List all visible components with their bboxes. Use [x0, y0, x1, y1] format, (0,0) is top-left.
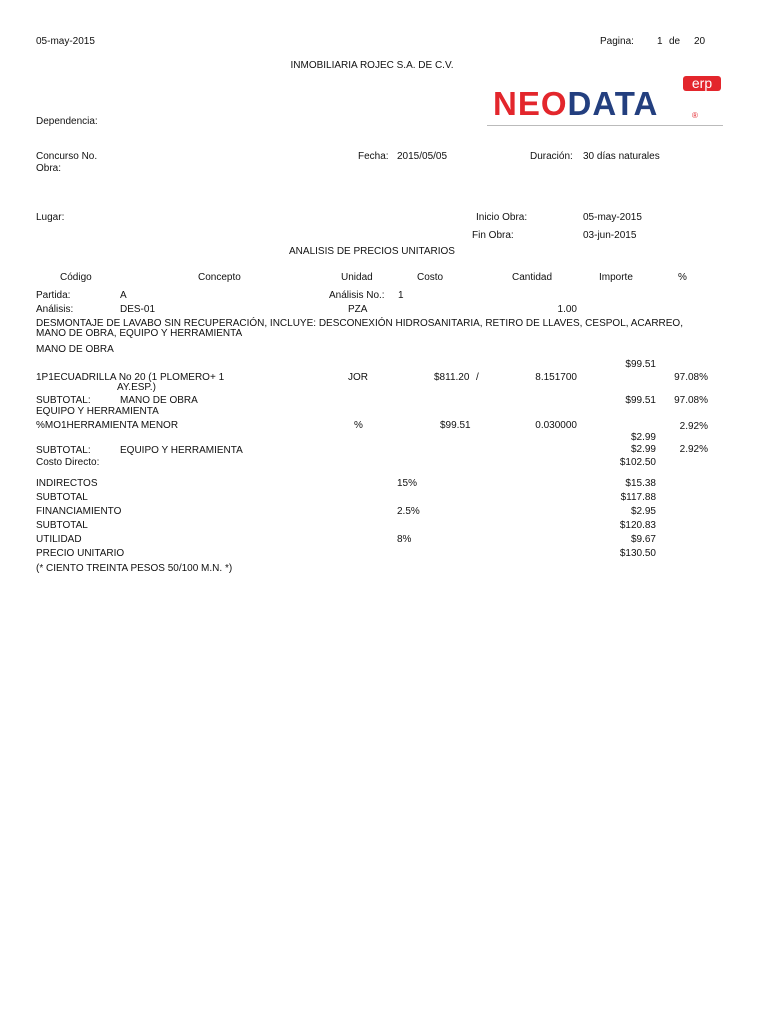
inicio-value: 05-may-2015	[583, 212, 642, 223]
dependencia-label: Dependencia:	[36, 116, 98, 127]
fin-label: Fin Obra:	[472, 230, 514, 241]
neodata-logo	[487, 75, 727, 127]
col-pct: %	[678, 272, 687, 283]
report-title: ANALISIS DE PRECIOS UNITARIOS	[289, 246, 455, 257]
subtotal2-label: SUBTOTAL	[36, 520, 88, 531]
indirectos-label: INDIRECTOS	[36, 478, 98, 489]
logo-divider	[487, 125, 723, 126]
precio-en-letra: (* CIENTO TREINTA PESOS 50/100 M.N. *)	[36, 563, 233, 574]
col-concepto: Concepto	[198, 272, 241, 283]
col-codigo: Código	[60, 272, 92, 283]
col-costo: Costo	[417, 272, 444, 283]
analisis-cantidad: 1.00	[557, 304, 577, 315]
duracion-label: Duración:	[530, 151, 573, 162]
fecha-label: Fecha:	[358, 151, 389, 162]
precio-unitario-label: PRECIO UNITARIO	[36, 548, 125, 559]
partida-label: Partida:	[36, 290, 71, 301]
mano-obra-item-code-cont: AY.ESP.)	[117, 382, 156, 393]
logo-wordmark	[493, 85, 658, 122]
indirectos-value: $15.38	[625, 478, 656, 489]
financiamiento-value: $2.95	[630, 506, 656, 517]
logo-badge-text: erp	[691, 75, 713, 91]
analisis-unidad: PZA	[348, 304, 368, 315]
analisis-description-1: DESMONTAJE DE LAVABO SIN RECUPERACIÓN, INCLUYE: DESCONEXIÓN HIDROSANITARIA, RETIRO DE LLAVES, CESPOL, ACARREO,	[36, 318, 683, 329]
equipo-item-unit: %	[354, 420, 363, 431]
col-unidad: Unidad	[341, 272, 373, 283]
mano-obra-subtotal-pct: 97.08%	[674, 395, 708, 406]
mano-obra-item-importe: $99.51	[625, 359, 656, 370]
mano-obra-item-unit: JOR	[348, 372, 368, 383]
utilidad-pct: 8%	[397, 534, 412, 545]
analisis-label: Análisis:	[36, 304, 74, 315]
page-current: 1	[657, 36, 663, 47]
mano-obra-subtotal-label: SUBTOTAL:	[36, 395, 91, 406]
lugar-label: Lugar:	[36, 212, 65, 223]
mano-obra-subtotal-importe: $99.51	[625, 395, 656, 406]
analisis-no-value: 1	[398, 290, 404, 301]
equipo-subtotal-pct: 2.92%	[679, 444, 708, 455]
logo-word-neo: NEO	[493, 85, 568, 122]
subtotal1-value: $117.88	[620, 492, 656, 503]
partida-value: A	[120, 290, 127, 301]
mano-obra-item-cost: $811.20	[434, 372, 470, 383]
col-importe: Importe	[599, 272, 633, 283]
indirectos-pct: 15%	[397, 478, 418, 489]
company-name: INMOBILIARIA ROJEC S.A. DE C.V.	[290, 60, 454, 71]
mano-obra-item-qty: 8.151700	[535, 372, 577, 383]
equipo-item-cost: $99.51	[440, 420, 471, 431]
analisis-description-2: MANO DE OBRA, EQUIPO Y HERRAMIENTA	[36, 328, 243, 339]
obra-label: Obra:	[36, 163, 62, 174]
equipo-item-pct: 2.92%	[679, 421, 708, 432]
equipo-item-qty: 0.030000	[535, 420, 577, 431]
duracion-value: 30 días naturales	[583, 151, 660, 162]
subtotal1-label: SUBTOTAL	[36, 492, 88, 503]
financiamiento-pct: 2.5%	[397, 506, 420, 517]
page-of: de	[669, 36, 681, 47]
analisis-value: DES-01	[120, 304, 156, 315]
mano-obra-item-pct: 97.08%	[674, 372, 708, 383]
analisis-no-label: Análisis No.:	[329, 290, 385, 301]
section-equipo: EQUIPO Y HERRAMIENTA	[36, 406, 159, 417]
costo-directo-label: Costo Directo:	[36, 457, 100, 468]
page-total: 20	[694, 36, 706, 47]
equipo-subtotal-importe: $2.99	[630, 444, 656, 455]
logo-registered: ®	[692, 111, 698, 120]
subtotal2-value: $120.83	[619, 520, 656, 531]
fin-value: 03-jun-2015	[583, 230, 637, 241]
section-mano-obra: MANO DE OBRA	[36, 344, 114, 355]
inicio-label: Inicio Obra:	[476, 212, 528, 223]
costo-directo-value: $102.50	[619, 457, 656, 468]
mano-obra-item-code: 1P1ECUADRILLA No 20 (1 PLOMERO+ 1	[36, 372, 225, 383]
equipo-subtotal-label: SUBTOTAL:	[36, 445, 91, 456]
equipo-subtotal-name: EQUIPO Y HERRAMIENTA	[120, 445, 243, 456]
mano-obra-item-slash: /	[476, 372, 479, 383]
fecha-value: 2015/05/05	[397, 151, 448, 162]
utilidad-value: $9.67	[630, 534, 656, 545]
precio-unitario-value: $130.50	[619, 548, 656, 559]
report-date: 05-may-2015	[36, 36, 95, 47]
logo-word-data: DATA	[567, 85, 659, 122]
equipo-item-code: %MO1HERRAMIENTA MENOR	[36, 420, 179, 431]
equipo-item-importe: $2.99	[630, 432, 656, 443]
utilidad-label: UTILIDAD	[36, 534, 82, 545]
financiamiento-label: FINANCIAMIENTO	[36, 506, 122, 517]
col-cantidad: Cantidad	[512, 272, 553, 283]
page-label: Pagina:	[600, 36, 634, 47]
concurso-label: Concurso No.	[36, 151, 98, 162]
mano-obra-subtotal-name: MANO DE OBRA	[120, 395, 198, 406]
